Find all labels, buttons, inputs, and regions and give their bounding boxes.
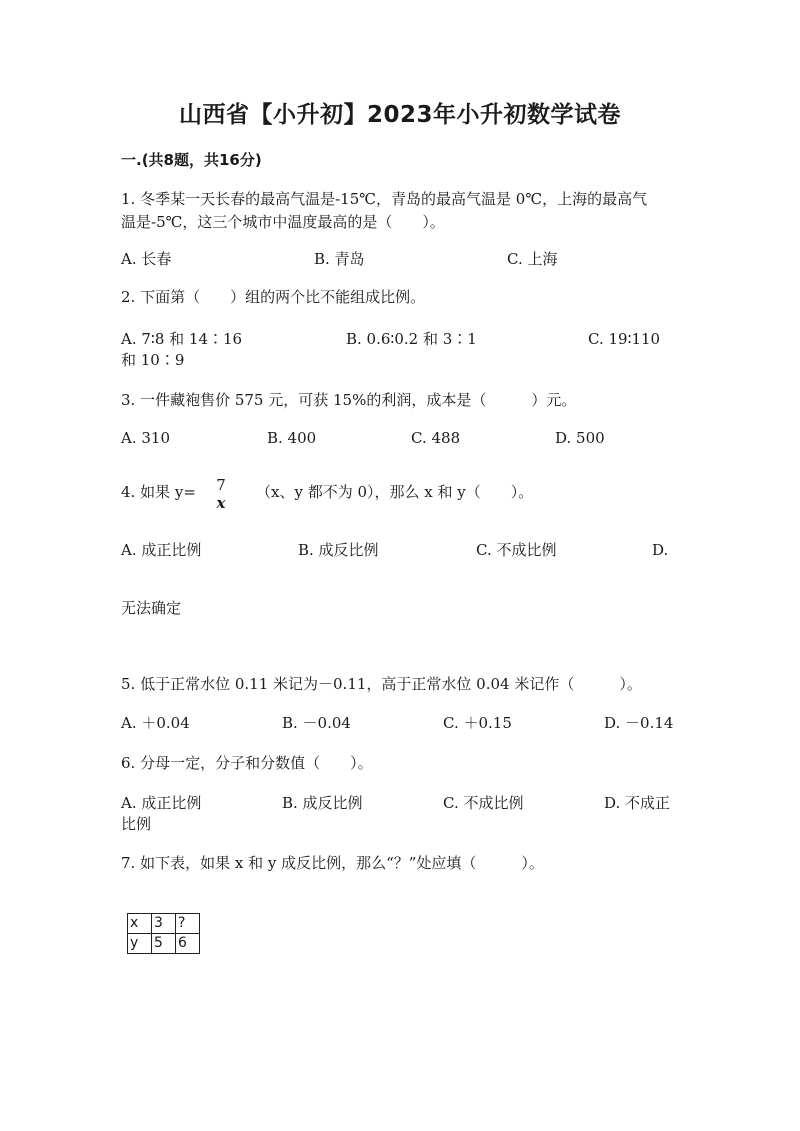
q2-option-a: A. 7∶8 和 14∶16 (121, 330, 243, 348)
q4-fraction-denominator: x (216, 494, 226, 512)
q5-option-c: C. ＋0.15 (443, 714, 512, 732)
table-cell: ? (176, 914, 200, 934)
table-cell: x (128, 914, 152, 934)
q5-option-a: A. ＋0.04 (121, 714, 190, 732)
q3-option-c: C. 488 (411, 429, 461, 447)
q1-stem-line2: 温是-5℃，这三个城市中温度最高的是（ ）。 (121, 213, 445, 231)
q4-stem-end: （x、y 都不为 0），那么 x 和 y（ ）。 (256, 483, 534, 501)
q4-option-d: D. (652, 541, 669, 559)
q2-stem: 2. 下面第（ ）组的两个比不能组成比例。 (121, 288, 426, 306)
table-cell: 5 (152, 934, 176, 954)
q3-option-d: D. 500 (555, 429, 605, 447)
q5-option-b: B. －0.04 (282, 714, 351, 732)
q3-stem: 3. 一件藏袍售价 575 元，可获 15%的利润，成本是（ ）元。 (121, 391, 577, 409)
table-cell: 3 (152, 914, 176, 934)
q5-option-d: D. －0.14 (604, 714, 674, 732)
q2-option-c: C. 19∶110 (588, 330, 661, 348)
q4-option-a: A. 成正比例 (121, 541, 202, 559)
q4-option-b: B. 成反比例 (298, 541, 379, 559)
q3-option-a: A. 310 (121, 429, 170, 447)
q6-option-c: C. 不成比例 (443, 794, 524, 812)
table-row (128, 914, 200, 934)
q1-option-b: B. 青岛 (314, 250, 365, 268)
q6-option-d: D. 不成正 (604, 794, 671, 812)
section-heading: 一.(共8题，共16分) (121, 151, 262, 169)
q6-stem: 6. 分母一定，分子和分数值（ ）。 (121, 754, 373, 772)
q2-option-b: B. 0.6∶0.2 和 3∶1 (346, 330, 477, 348)
q3-option-b: B. 400 (267, 429, 317, 447)
q1-option-a: A. 长春 (121, 250, 172, 268)
q4-stem-start: 4. 如果 y= (121, 483, 196, 501)
q5-stem: 5. 低于正常水位 0.11 米记为－0.11，高于正常水位 0.04 米记作（ ）。 (121, 675, 642, 693)
table-row (128, 934, 200, 954)
page-title: 山西省【小升初】2023年小升初数学试卷 (178, 102, 621, 128)
q4-fraction-numerator: 7 (216, 476, 226, 494)
q7-stem: 7. 如下表，如果 x 和 y 成反比例，那么“？”处应填（ ）。 (121, 854, 544, 872)
q4-option-c: C. 不成比例 (476, 541, 557, 559)
q6-option-d-continued: 比例 (121, 815, 152, 833)
q7-table (127, 913, 200, 954)
q4-fraction (210, 476, 232, 512)
q6-option-a: A. 成正比例 (121, 794, 202, 812)
q2-option-c-continued: 和 10∶9 (121, 351, 185, 369)
q4-option-d-continued: 无法确定 (121, 599, 182, 617)
q1-stem-line1: 1. 冬季某一天长春的最高气温是-15℃，青岛的最高气温是 0℃，上海的最高气 (121, 190, 648, 208)
q1-option-c: C. 上海 (507, 250, 558, 268)
table-cell: y (128, 934, 152, 954)
q6-option-b: B. 成反比例 (282, 794, 363, 812)
table-cell: 6 (176, 934, 200, 954)
